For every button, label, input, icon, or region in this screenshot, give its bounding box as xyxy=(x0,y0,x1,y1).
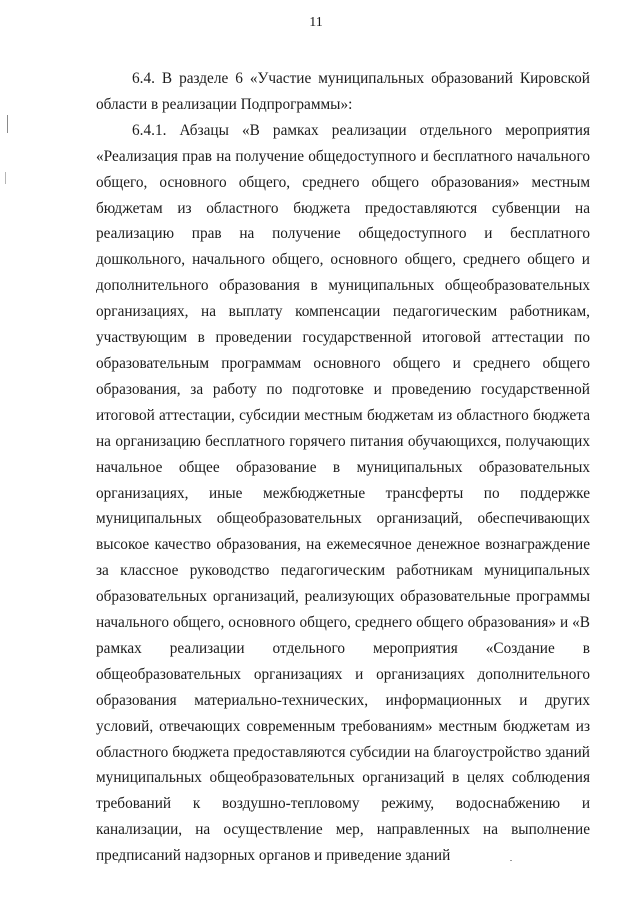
margin-mark xyxy=(7,115,8,133)
page-number: 11 xyxy=(309,15,323,30)
margin-mark xyxy=(5,172,6,184)
paragraph-section-6-4-1: 6.4.1. Абзацы «В рамках реализации отдельного мероприятия «Реализация прав на получение общедоступного и бесплатного начального общего, основного общего, среднего общего образования» местным бюджетам из областного бюджета предоставляются субвенции на реализацию прав на получение общедоступного и бесплатного дошкольного, начального общего, основного общего, среднего общего и дополнительного образования в муниципальных общеобразовательных организациях, на выплату компенсации педагогическим работникам, участвующим в проведении государственной итоговой аттестации по образовательным программам основного общего и среднего общего образования, за работу по подготовке и проведению государственной итоговой аттестации, субсидии местным бюджетам из областного бюджета на организацию бесплатного горячего питания обучающихся, получающих начальное общее образование в муниципальных образовательных организациях, иные межбюджетные трансферты по поддержке муниципальных общеобразовательных организаций, обеспечивающих высокое качество образования, на ежемесячное денежное вознаграждение за классное руководство педагогическим работникам муниципальных образовательных организаций, реализующих образовательные программы начального общего, основного общего, среднего общего образования» и «В рамках реализации отдельного мероприятия «Создание в общеобразовательных организациях и организациях дополнительного образования материально-технических, информационных и других условий, отвечающих современным требованиям» местным бюджетам из областного бюджета предоставляются субсидии на благоустройство зданий муниципальных общеобразовательных организаций в целях соблюдения требований к воздушно-тепловому режиму, водоснабжению и канализации, на осуществление мер, направленных на выполнение предписаний надзорных органов и приведение зданий xyxy=(96,121,590,865)
paragraph-section-6-4: 6.4. В разделе 6 «Участие муниципальных образований Кировской области в реализации Подпрограммы»: xyxy=(96,70,590,113)
document-body xyxy=(96,66,590,869)
